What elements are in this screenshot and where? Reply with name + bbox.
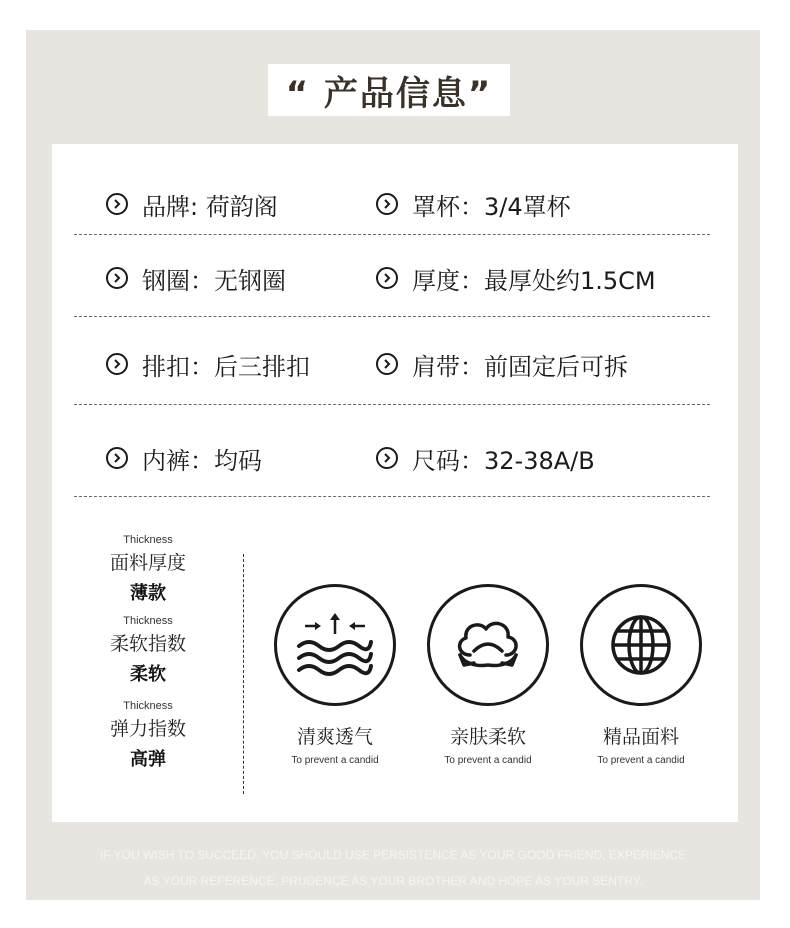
globe-icon (609, 613, 673, 677)
chevron-right-icon (376, 193, 398, 215)
feature-fabric (571, 584, 711, 766)
spec-label: 肩带：前固定后可拆 (412, 352, 628, 381)
footer-line: AS YOUR REFERENCE, PRUDENCE AS YOUR BROTHER AND HOPE AS YOUR SENTRY. (143, 874, 643, 888)
divider (74, 316, 710, 317)
property-value: 柔软 (130, 664, 166, 685)
divider (74, 404, 710, 405)
feature-breathable (265, 584, 405, 766)
feature-circle (274, 584, 396, 706)
breathable-waves-icon (293, 610, 377, 680)
feature-title: 清爽透气 (296, 726, 373, 748)
spec-item (106, 258, 286, 298)
feature-subtitle: To prevent a candid (444, 755, 532, 766)
feature-subtitle: To prevent a candid (291, 755, 379, 766)
property-group (88, 534, 208, 605)
feature-subtitle: To prevent a candid (597, 755, 685, 766)
chevron-right-icon (106, 447, 128, 469)
property-group (88, 700, 208, 771)
feature-circle (580, 584, 702, 706)
chevron-right-icon (376, 267, 398, 289)
info-panel (52, 144, 738, 822)
spec-label: 品牌: 荷韵阁 (142, 192, 278, 221)
spec-row (52, 184, 738, 224)
divider (74, 496, 710, 497)
spec-label: 厚度：最厚处约1.5CM (412, 266, 656, 295)
property-value: 薄款 (130, 583, 166, 604)
spec-row (52, 344, 738, 384)
spec-label: 尺码：32-38A/B (412, 446, 595, 475)
property-en-label: Thickness (123, 615, 173, 627)
footer-line: IF YOU WISH TO SUCCEED, YOU SHOULD USE PERSISTENCE AS YOUR GOOD FRIEND, EXPERIENCE (99, 848, 687, 862)
feature-title: 亲肤柔软 (449, 726, 526, 748)
chevron-right-icon (106, 193, 128, 215)
spec-label: 排扣：后三排扣 (142, 352, 310, 381)
feature-title: 精品面料 (602, 726, 679, 748)
spec-item (376, 184, 571, 224)
footer-quote (26, 842, 760, 894)
spec-item (376, 438, 595, 478)
spec-row (52, 438, 738, 478)
spec-item (106, 438, 262, 478)
spec-row (52, 258, 738, 298)
property-label: 弹力指数 (109, 718, 186, 740)
property-en-label: Thickness (123, 534, 173, 546)
feature-soft (418, 584, 558, 766)
page-title: “ 产品信息” (268, 64, 510, 116)
property-value: 高弹 (130, 749, 166, 770)
spec-label: 内裤：均码 (142, 446, 262, 475)
chevron-right-icon (106, 267, 128, 289)
chevron-right-icon (376, 447, 398, 469)
spec-item (376, 344, 628, 384)
spec-label: 钢圈：无钢圈 (142, 266, 286, 295)
spec-item (376, 258, 656, 298)
chevron-right-icon (376, 353, 398, 375)
property-label: 柔软指数 (109, 633, 186, 655)
divider (74, 234, 710, 235)
spec-item (106, 184, 278, 224)
cotton-icon (450, 613, 526, 677)
vertical-divider (243, 554, 244, 794)
spec-item (106, 344, 310, 384)
property-en-label: Thickness (123, 700, 173, 712)
property-label: 面料厚度 (109, 552, 186, 574)
chevron-right-icon (106, 353, 128, 375)
feature-circle (427, 584, 549, 706)
spec-label: 罩杯：3/4罩杯 (412, 192, 571, 221)
property-group (88, 615, 208, 686)
